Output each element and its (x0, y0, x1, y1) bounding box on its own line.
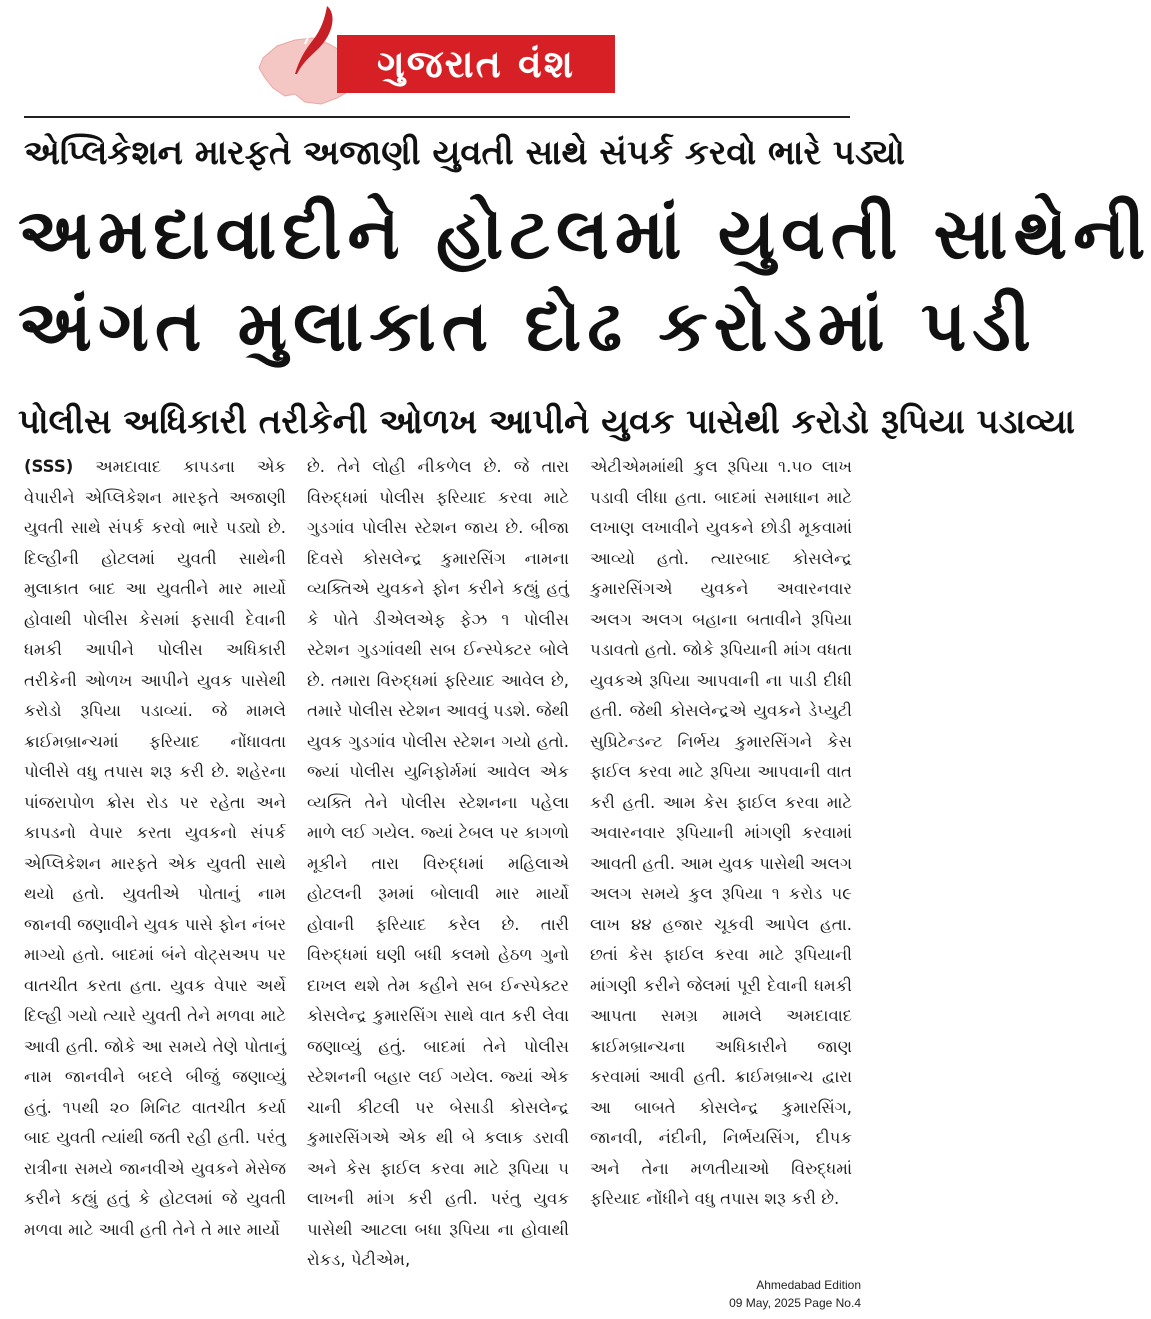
headline-line-1: અમદાવાદીને હોટલમાં યુવતી સાથેની (18, 193, 1151, 275)
article-body (24, 452, 852, 1269)
article-column-3-text: એટીએમમાંથી કુલ રૂપિયા ૧.૫૦ લાખ પડાવી લીધા હતા. બાદમાં સમાધાન માટે લખાણ લખાવીને યુવકને છોડી મૂકવામાં આવ્યો હતો. ત્યારબાદ કોસલેન્દ્ર કુમારસિંગએ યુવકને અવારનવાર અલગ અલગ બહાના બતાવીને રૂપિયા પડાવતો હતો. જોકે રૂપિયાની માંગ વધતા યુવકએ રૂપિયા આપવાની ના પાડી દીધી હતી. જેથી કોસલેન્દ્રએ યુવકને ડેપ્યુટી સુપ્રિટેન્ડન્ટ નિર્ભય કુમારસિંગને કેસ ફાઈલ કરવા માટે રૂપિયા આપવાની વાત કરી હતી. આમ કેસ ફાઈલ કરવા માટે અવારનવાર રૂપિયાની માંગણી કરવામાં આવતી હતી. આમ યુવક પાસેથી અલગ અલગ સમયે કુલ રૂપિયા ૧ કરોડ ૫૯ લાખ ૪૪ હજાર ચૂકવી આપેલ હતા. છતાં કેસ ફાઈલ કરવા માટે રૂપિયાની માંગણી કરીને જેલમાં પૂરી દેવાની ધમકી આપતા સમગ્ર મામલે અમદાવાદ ક્રાઈમબ્રાન્ચના અધિકારીને જાણ કરવામાં આવી હતી. ક્રાઈમબ્રાન્ચ દ્વારા આ બાબતે કોસલેન્દ્ર કુમારસિંગ, જાનવી, નંદીની, નિર્ભયસિંગ, દીપક અને તેના મળતીયાઓ વિરુદ્ધમાં ફરિયાદ નોંધીને વધુ તપાસ શરૂ કરી છે. (590, 457, 852, 1208)
edition-date-page: 09 May, 2025 Page No.4 (729, 1296, 861, 1310)
article-column-1 (24, 452, 286, 1260)
edition-footer (561, 1276, 861, 1312)
article-kicker: એપ્લિકેશન મારફતે અજાણી યુવતી સાથે સંપર્ક કરવો ભારે પડ્યો (24, 133, 905, 173)
article-column-2 (307, 452, 569, 1269)
article-column-2-text: છે. તેને લોહી નીકળેલ છે. જે તારા વિરુદ્ધમાં પોલીસ ફરિયાદ કરવા માટે ગુડગાંવ પોલીસ સ્ટેશન જાય છે. બીજા દિવસે કોસલેન્દ્ર કુમારસિંગ નામના વ્યક્તિએ યુવકને ફોન કરીને કહ્યું હતું કે પોતે ડીએલએફ ફેઝ ૧ પોલીસ સ્ટેશન ગુડગાંવથી સબ ઈન્સ્પેક્ટર બોલે છે. તમારા વિરુદ્ધમાં ફરિયાદ આવેલ છે, તમારે પોલીસ સ્ટેશન આવવું પડશે. જેથી યુવક ગુડગાંવ પોલીસ સ્ટેશન ગયો હતો. જ્યાં પોલીસ યુનિફોર્મમાં આવેલ એક વ્યક્તિ તેને પોલીસ સ્ટેશનના પહેલા માળે લઈ ગયેલ. જ્યાં ટેબલ પર કાગળો મૂકીને તારા વિરુદ્ધમાં મહિલાએ હોટલની રૂમમાં બોલાવી માર માર્યો હોવાની ફરિયાદ કરેલ છે. તારી વિરુદ્ધમાં ઘણી બધી કલમો હેઠળ ગુનો દાખલ થશે તેમ કહીને સબ ઈન્સ્પેક્ટર કોસલેન્દ્ર કુમારસિંગ સાથે વાત કરી લેવા જણાવ્યું હતું. બાદમાં તેને પોલીસ સ્ટેશનની બહાર લઈ ગયેલ. જ્યાં એક ચાની કીટલી પર બેસાડી કોસલેન્દ્ર કુમારસિંગએ એક થી બે કલાક ડરાવી અને કેસ ફાઈલ કરવા માટે રૂપિયા ૫ લાખની માંગ કરી હતી. પરંતુ યુવક પાસેથી આટલા બધા રૂપિયા ના હોવાથી રોકડ, પેટીએમ, (307, 457, 569, 1269)
masthead (255, 4, 615, 110)
article-column-1-text: અમદાવાદ કાપડના એક વેપારીને એપ્લિકેશન મારફતે અજાણી યુવતી સાથે સંપર્ક કરવો ભારે પડ્યો છે. દિલ્હીની હોટલમાં યુવતી સાથેની મુલાકાત બાદ આ યુવતીને માર માર્યો હોવાથી પોલીસ કેસમાં ફસાવી દેવાની ધમકી આપીને પોલીસ અધિકારી તરીકેની ઓળખ આપીને યુવક પાસેથી કરોડો રૂપિયા પડાવ્યાં. જે મામલે ક્રાઈમબ્રાન્ચમાં ફરિયાદ નોંધાવતા પોલીસે વધુ તપાસ શરૂ કરી છે. શહેરના પાંજરાપોળ ક્રોસ રોડ પર રહેતા અને કાપડનો વેપાર કરતા યુવકનો સંપર્ક એપ્લિકેશન મારફતે એક યુવતી સાથે થયો હતો. યુવતીએ પોતાનું નામ જાનવી જણાવીને યુવક પાસે ફોન નંબર માગ્યો હતો. બાદમાં બંને વોટ્સઅપ પર વાતચીત કરતા હતા. યુવક વેપાર અર્થે દિલ્હી ગયો ત્યારે યુવતી તેને મળવા માટે આવી હતી. જોકે આ સમયે તેણે પોતાનું નામ જાનવીને બદલે બીજું જણાવ્યું હતું. ૧૫થી ૨૦ મિનિટ વાતચીત કર્યા બાદ યુવતી ત્યાંથી જતી રહી હતી. પરંતુ રાત્રીના સમયે જાનવીએ યુવકને મેસેજ કરીને કહ્યું હતું કે હોટલમાં જે યુવતી મળવા માટે આવી હતી તેને તે માર માર્યો (24, 457, 286, 1239)
masthead-divider (24, 116, 850, 118)
quill-icon (275, 4, 345, 80)
masthead-brand: ગુજરાત વંશ (337, 35, 615, 93)
article-headline (18, 188, 1151, 372)
edition-name: Ahmedabad Edition (756, 1278, 861, 1292)
article-column-3 (590, 452, 852, 1260)
article-subhead: પોલીસ અધિકારી તરીકેની ઓળખ આપીને યુવક પાસેથી કરોડો રૂપિયા પડાવ્યા (18, 402, 1075, 442)
article-dateline: (SSS) (24, 457, 74, 476)
headline-line-2: અંગત મુલાકાત દોઢ કરોડમાં પડી (18, 285, 1037, 367)
